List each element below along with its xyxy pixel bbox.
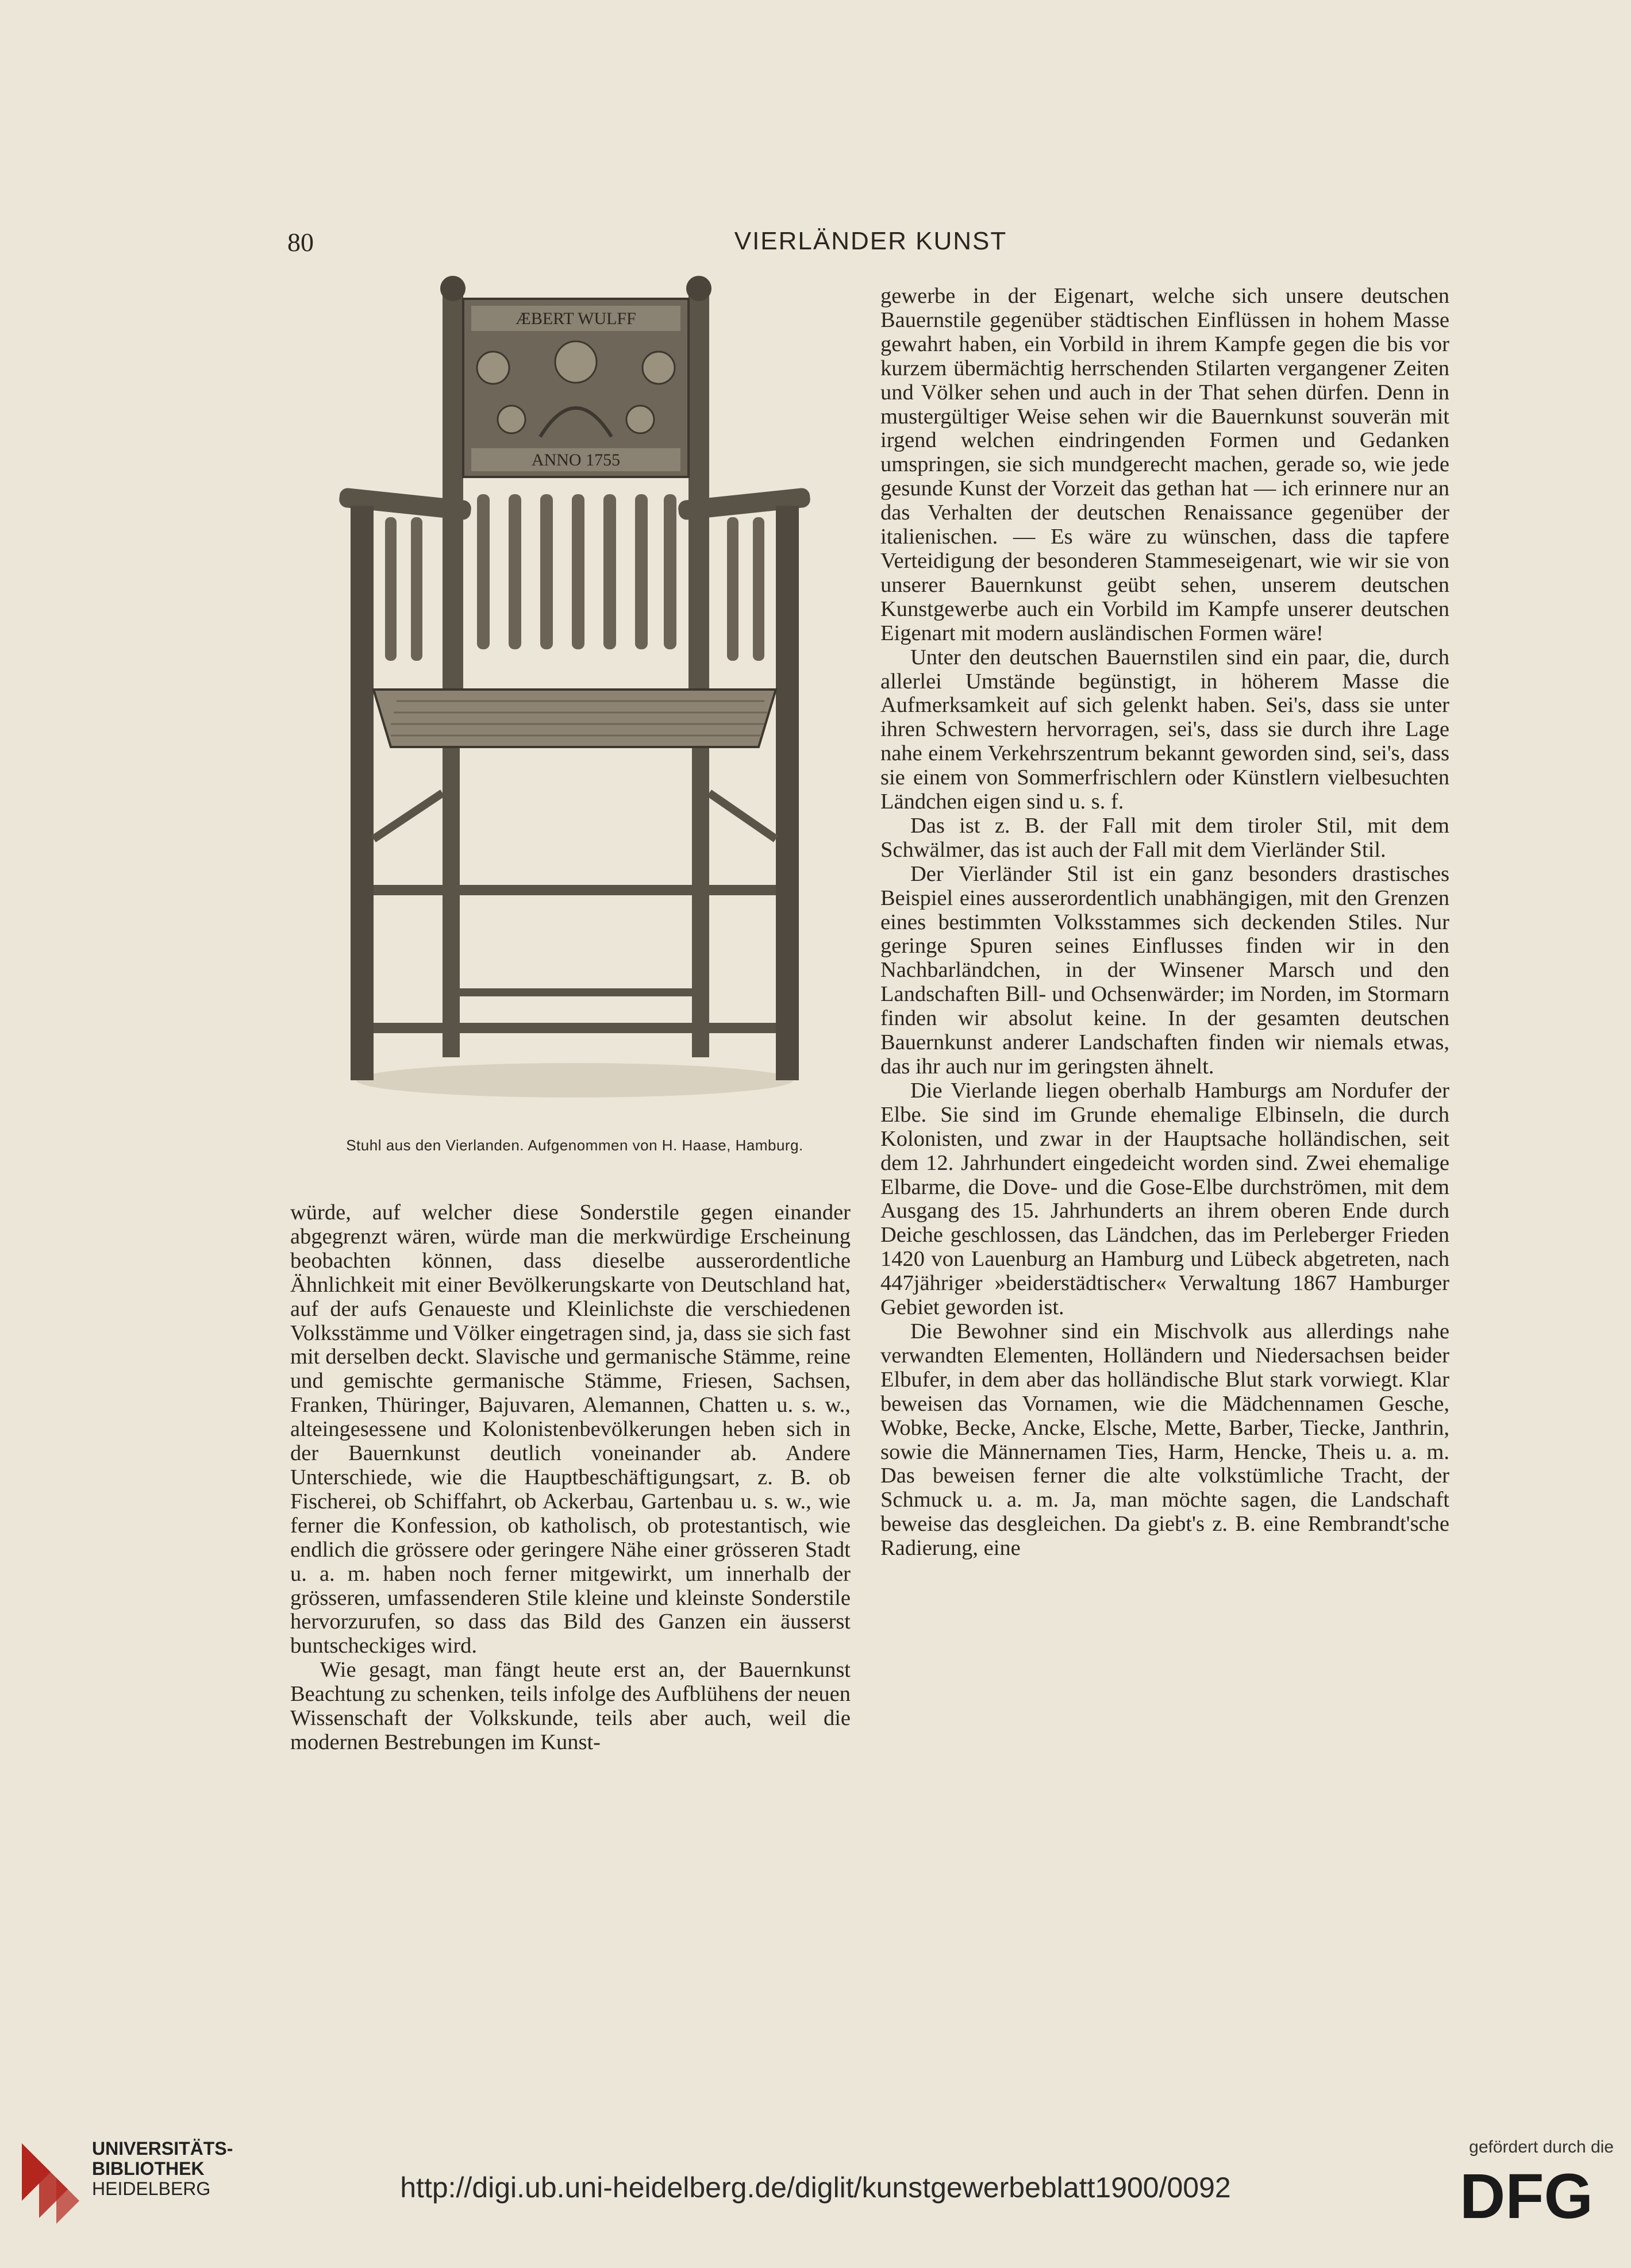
paragraph: Der Vierländer Stil ist ein ganz besonders drastisches Beispiel eines ausserordentlich unabhängigen, mit den Grenzen eines bestimmten Volksstammes sich deckenden Stiles. Nur geringe Spuren seines Einflusses finden wir in den Nachbarländchen, in der Winsener Marsch und den Landschaften Bill- und Ochsenwärder; im Norden, im Stormarn finden wir absolut keine. In der gesamten deutschen Bauernkunst anderer Landschaften finden wir niemals etwas, das ihr auch nur im geringsten ähnelt. [880,861,1449,1079]
paragraph: Wie gesagt, man fängt heute erst an, der Bauernkunst Beachtung zu schenken, teils infolge des Aufblühens der neuen Wissenschaft der Volkskunde, teils aber auch, weil die modernen Bestrebungen im Kunst- [290,1658,851,1754]
page-number: 80 [287,228,314,257]
digitization-footer [0,2120,1631,2268]
paragraph: Die Bewohner sind ein Mischvolk aus allerdings nahe verwandten Elementen, Holländern und Niedersachsen beider Elbufer, in dem aber das holländische Blut stark vorwiegt. Klar beweisen das Vornamen, wie die Mädchennamen Gesche, Wobke, Becke, Ancke, Elsche, Mette, Barber, Tiecke, Janthrin, sowie die Männernamen Ties, Harm, Hencke, Theis u. a. m. Das beweisen ferner die alte volkstümliche Tracht, der Schmuck u. a. m. Ja, man möchte sagen, die Landschaft beweise das desgleichen. Da giebt's z. B. eine Rembrandt'sche Radierung, eine [880,1319,1449,1561]
paragraph: würde, auf welcher diese Sonderstile gegen einander abgegrenzt wären, würde man die merkwürdige Erscheinung beobachten können, dass dieselbe ausserordentliche Ähnlichkeit mit einer Bevölkerungskarte von Deutschland hat, auf der aufs Genaueste und Kleinlichste die verschiedenen Volksstämme und Völker eingetragen sind, ja, dass sie sich fast mit derselben deckt. Slavische und germanische Stämme, reine und gemischte germanische Stämme, Friesen, Sachsen, Franken, Thüringer, Bajuvaren, Alemannen, Chatten u. s. w., alteingesessene und Kolonistenbevölkerungen heben sich in der Bauernkunst deutlich voneinander ab. Andere Unterschiede, wie die Hauptbeschäftigungsart, z. B. ob Fischerei, ob Schiffahrt, ob Ackerbau, Gartenbau u. s. w., wie ferner die Konfession, ob katholisch, ob protestantisch, wie endlich die grössere oder geringere Nähe einer grösseren Stadt u. a. m. haben noch ferner mitgewirkt, um innerhalb der grösseren, umfassenderen Stile kleine und kleinste Sonderstile hervorzurufen, so dass das Bild des Ganzen ein äusserst buntscheckiges wird. [290,1200,851,1658]
library-line-1: UNIVERSITÄTS- [92,2138,233,2159]
running-title: VIERLÄNDER KUNST [734,227,1007,255]
paragraph: Das ist z. B. der Fall mit dem tiroler Stil, mit dem Schwälmer, das ist auch der Fall mit dem Vierländer Stil. [880,813,1449,862]
paragraph: gewerbe in der Eigenart, welche sich unsere deutschen Bauernstile gegenüber städtischen Einflüssen in hohem Masse gewahrt haben, ein Vorbild in ihrem Kampfe gegen die bis vor kurzem übermächtig herrschenden Stilarten vergangener Zeiten und Völker sehen und auch in der That sehen dürfen. Denn in mustergültiger Weise sehen wir die Bauernkunst souverän mit irgend welchen eindringenden Formen und Gedanken umspringen, sie sich mundgerecht machen, gerade so, wie jede gesunde Kunst der Vorzeit das gethan hat — ich erinnere nur an das Verhalten der deutschen Renaissance gegenüber der italienischen. — Es wäre zu wünschen, dass die tapfere Verteidigung der besonderen Stammeseigenart, wie wir sie von unserer Bauernkunst geübt sehen, unserem deutschen Kunstgewerbe auch ein Vorbild im Kampfe unserer deutschen Eigenart mit modern ausländischen Formen wäre! [880,284,1449,645]
figure-chair [287,276,862,1184]
library-line-3: HEIDELBERG [92,2178,211,2199]
chair-inscription-bottom: ANNO 1755 [531,450,621,469]
page-header [287,227,1454,261]
library-line-2: BIBLIOTHEK [92,2158,205,2179]
dfg-logo-icon [1440,2163,1613,2227]
chair-inscription-top: ÆBERT WULFF [516,309,636,328]
chair-illustration [310,276,839,1126]
paragraph: Die Vierlande liegen oberhalb Hamburgs am Nordufer der Elbe. Sie sind im Grunde ehemalige Elbinseln, die durch Kolonisten, und zwar in der Hauptsache holländischen, seit dem 12. Jahrhundert eingedeicht worden sind. Zwei ehemalige Elbarme, die Dove- und die Gose-Elbe durchströmen, mit dem Ausgang des 15. Jahrhunderts an ihrem oberen Ende durch Deiche geschlossen, das Ländchen, das im Perleberger Frieden 1420 von Lauenburg an Hamburg und Lübeck abgetreten, nach 447jähriger »beiderstädtischer« Verwaltung 1867 Hamburger Gebiet geworden ist. [880,1078,1449,1320]
dfg-logo-text: DFG [1459,2163,1594,2227]
figure-caption: Stuhl aus den Vierlanden. Aufgenommen von H. Haase, Hamburg. [346,1137,803,1154]
right-column [880,284,1449,1561]
source-url-link[interactable]: http://digi.ub.uni-heidelberg.de/diglit/kunstgewerbeblatt1900/0092 [400,2171,1231,2204]
left-column [290,1201,851,1755]
funded-by-text: gefördert durch die [1469,2138,1614,2157]
paragraph: Unter den deutschen Bauernstilen sind ein paar, die, durch allerlei Umstände begünstigt, in höherem Masse die Aufmerksamkeit auf sich gelenkt haben. Sei's, dass sie unter ihren Schwestern hervorragen, sei's, dass sie durch ihre Lage nahe einem Verkehrszentrum bekannt geworden sind, sei's, dass sie einem von Sommerfrischlern oder Künstlern vielbesuchten Ländchen eigen sind u. s. f. [880,645,1449,814]
